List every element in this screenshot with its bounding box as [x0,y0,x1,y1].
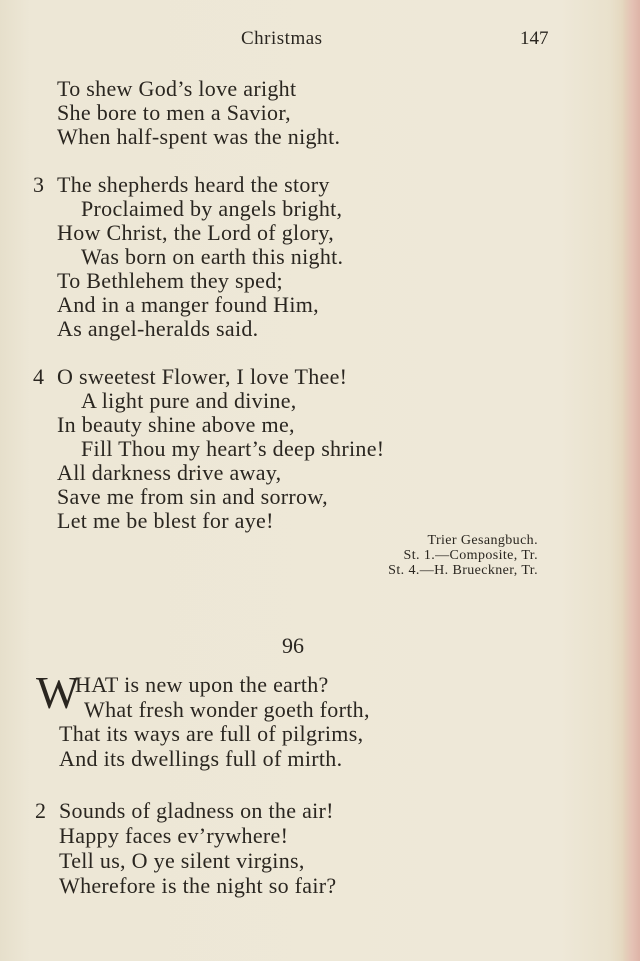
verse-line: To Bethlehem they sped; [57,268,283,293]
verse-line: In beauty shine above me, [57,412,295,437]
attribution-line: Trier Gesangbuch. [427,533,538,548]
verse-line: The shepherds heard the story [57,172,330,197]
verse-line: And in a manger found Him, [57,292,319,317]
attribution-line: St. 4.—H. Brueckner, Tr. [388,563,538,578]
verse-line: That its ways are full of pilgrims, [59,721,364,746]
attribution-line: St. 1.—Composite, Tr. [403,548,538,563]
stanza-number: 3 [33,172,44,197]
running-head: Christmas [241,28,323,49]
hymn-number: 96 [282,633,304,658]
drop-cap: W [36,667,80,718]
stanza-number: 2 [35,798,46,823]
stanza-number: 4 [33,364,44,389]
page-number: 147 [520,28,549,49]
verse-line: She bore to men a Savior, [57,100,291,125]
verse-line: Was born on earth this night. [81,244,344,269]
verse-line: Save me from sin and sorrow, [57,484,328,509]
verse-line: Let me be blest for aye! [57,508,274,533]
verse-line: Happy faces ev’rywhere! [59,823,289,848]
verse-line: A light pure and divine, [81,388,297,413]
verse-line: Tell us, O ye silent virgins, [59,848,305,873]
verse-line: How Christ, the Lord of glory, [57,220,335,245]
verse-line: Proclaimed by angels bright, [81,196,343,221]
verse-line: When half-spent was the night. [57,124,341,149]
verse-line: All darkness drive away, [57,460,282,485]
verse-line: As angel-heralds said. [57,316,259,341]
verse-line: And its dwellings full of mirth. [59,746,343,771]
verse-line: HAT is new upon the earth? [75,672,329,697]
verse-line: Wherefore is the night so fair? [59,873,337,898]
verse-line: What fresh wonder goeth forth, [84,697,370,722]
page-edge [622,0,640,961]
verse-line: To shew God’s love aright [57,76,297,101]
verse-line: Fill Thou my heart’s deep shrine! [81,436,385,461]
verse-line: Sounds of gladness on the air! [59,798,334,823]
verse-line: O sweetest Flower, I love Thee! [57,364,348,389]
